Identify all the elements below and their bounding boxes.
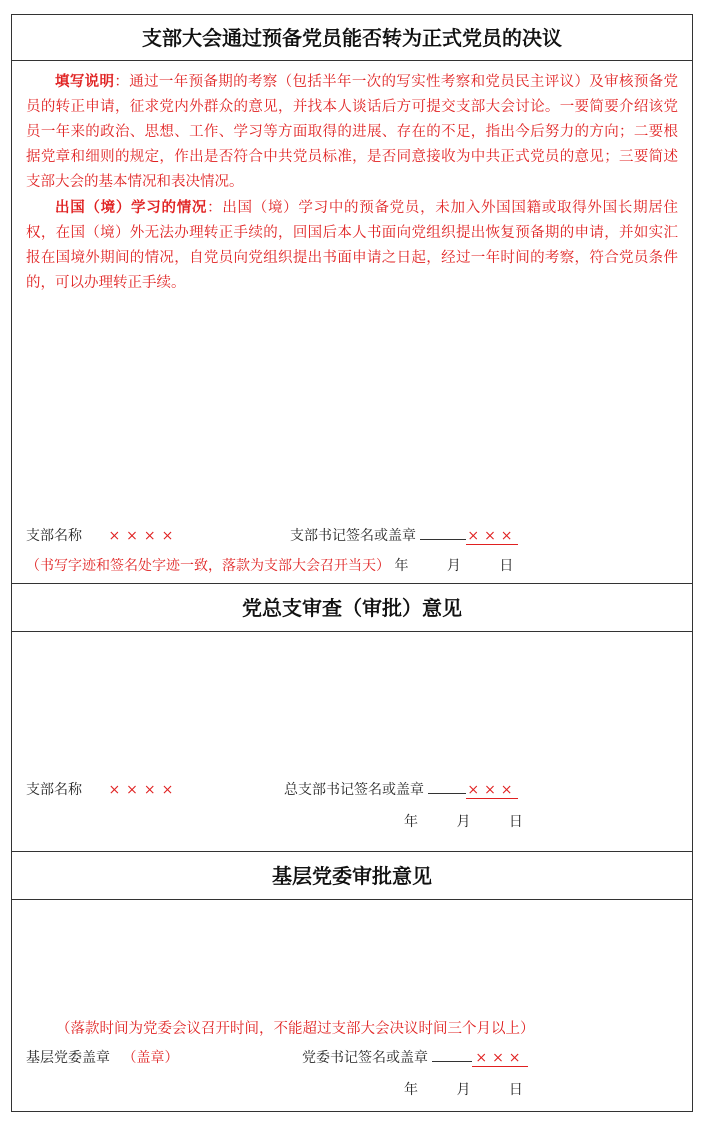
secretary-signature-label: 支部书记签名或盖章 (290, 528, 416, 544)
overseas-study-text: ：出国（境）学习中的预备党员，未加入外国国籍或取得外国长期居住权，在国（境）外无法办理转正手续的，回国后本人书面向党组织提出恢复预备期的申请，并如实汇报在国境外期间的情况，自党员向党组织提出书面申请之日起，经过一年时间的考察，符合党员条件的，可以办理转正手续。 (26, 200, 678, 291)
approval-date[interactable] (404, 1079, 523, 1099)
section3-body (12, 901, 692, 1111)
date-year-3: 年 (404, 1082, 418, 1098)
review-date[interactable] (404, 811, 523, 831)
party-committee-seal-value[interactable]: （盖章） (122, 1050, 179, 1066)
secretary-signature-field[interactable]: ××× (467, 528, 518, 544)
general-secretary-signature-field[interactable]: ××× (467, 782, 518, 798)
date-day-2: 日 (508, 814, 523, 830)
section1-title: 支部大会通过预备党员能否转为正式党员的决议 (12, 15, 692, 61)
branch-name-label: 支部名称 (26, 528, 82, 544)
committee-secretary-signature-field[interactable]: ××× (472, 1050, 528, 1067)
branch-name-value-2[interactable]: ×××× (108, 782, 180, 798)
date-day-3: 日 (508, 1082, 523, 1098)
date-day: 日 (499, 558, 514, 574)
resolution-form (11, 14, 693, 1112)
section1-body (12, 63, 692, 583)
party-committee-seal-label: 基层党委盖章 (26, 1050, 110, 1066)
decision-date[interactable] (394, 558, 513, 574)
date-year-2: 年 (404, 814, 418, 830)
party-committee-date-hint: （落款时间为党委会议召开时间，不能超过支部大会决议时间三个月以上） (56, 1021, 535, 1037)
section2-title: 党总支审查（审批）意见 (12, 584, 692, 632)
date-month-3: 月 (456, 1082, 471, 1098)
section3-title: 基层党委审批意见 (12, 852, 692, 900)
branch-name-value[interactable]: ×××× (108, 528, 180, 544)
fill-instructions-heading: 填写说明 (55, 73, 115, 90)
date-month: 月 (446, 558, 461, 574)
fill-instructions-text: ：通过一年预备期的考察（包括半年一次的写实性考察和党员民主评议）及审核预备党员的转正申请，征求党内外群众的意见，并找本人谈话后方可提交支部大会讨论。一要简要介绍该党员一年来的政治、思想、工作、学习等方面取得的进展、存在的不足，指出今后努力的方向；二要根据党章和细则的规定，作出是否符合中共党员标准，是否同意接收为中共正式党员的意见；三要简述支部大会的基本情况和表决情况。 (26, 74, 679, 190)
section2-body (12, 633, 692, 851)
date-hint: （书写字迹和签名处字迹一致，落款为支部大会召开当天） (26, 558, 390, 574)
fill-instructions (12, 69, 692, 195)
general-secretary-signature-label: 总支部书记签名或盖章 (284, 782, 424, 798)
overseas-study-heading-text: 出国（境）学习的情况 (55, 199, 208, 216)
branch-name-label-2: 支部名称 (26, 782, 82, 798)
overseas-study-note (12, 195, 692, 296)
committee-secretary-signature-label: 党委书记签名或盖章 (302, 1050, 428, 1066)
date-month-2: 月 (456, 814, 471, 830)
date-year: 年 (394, 558, 409, 574)
